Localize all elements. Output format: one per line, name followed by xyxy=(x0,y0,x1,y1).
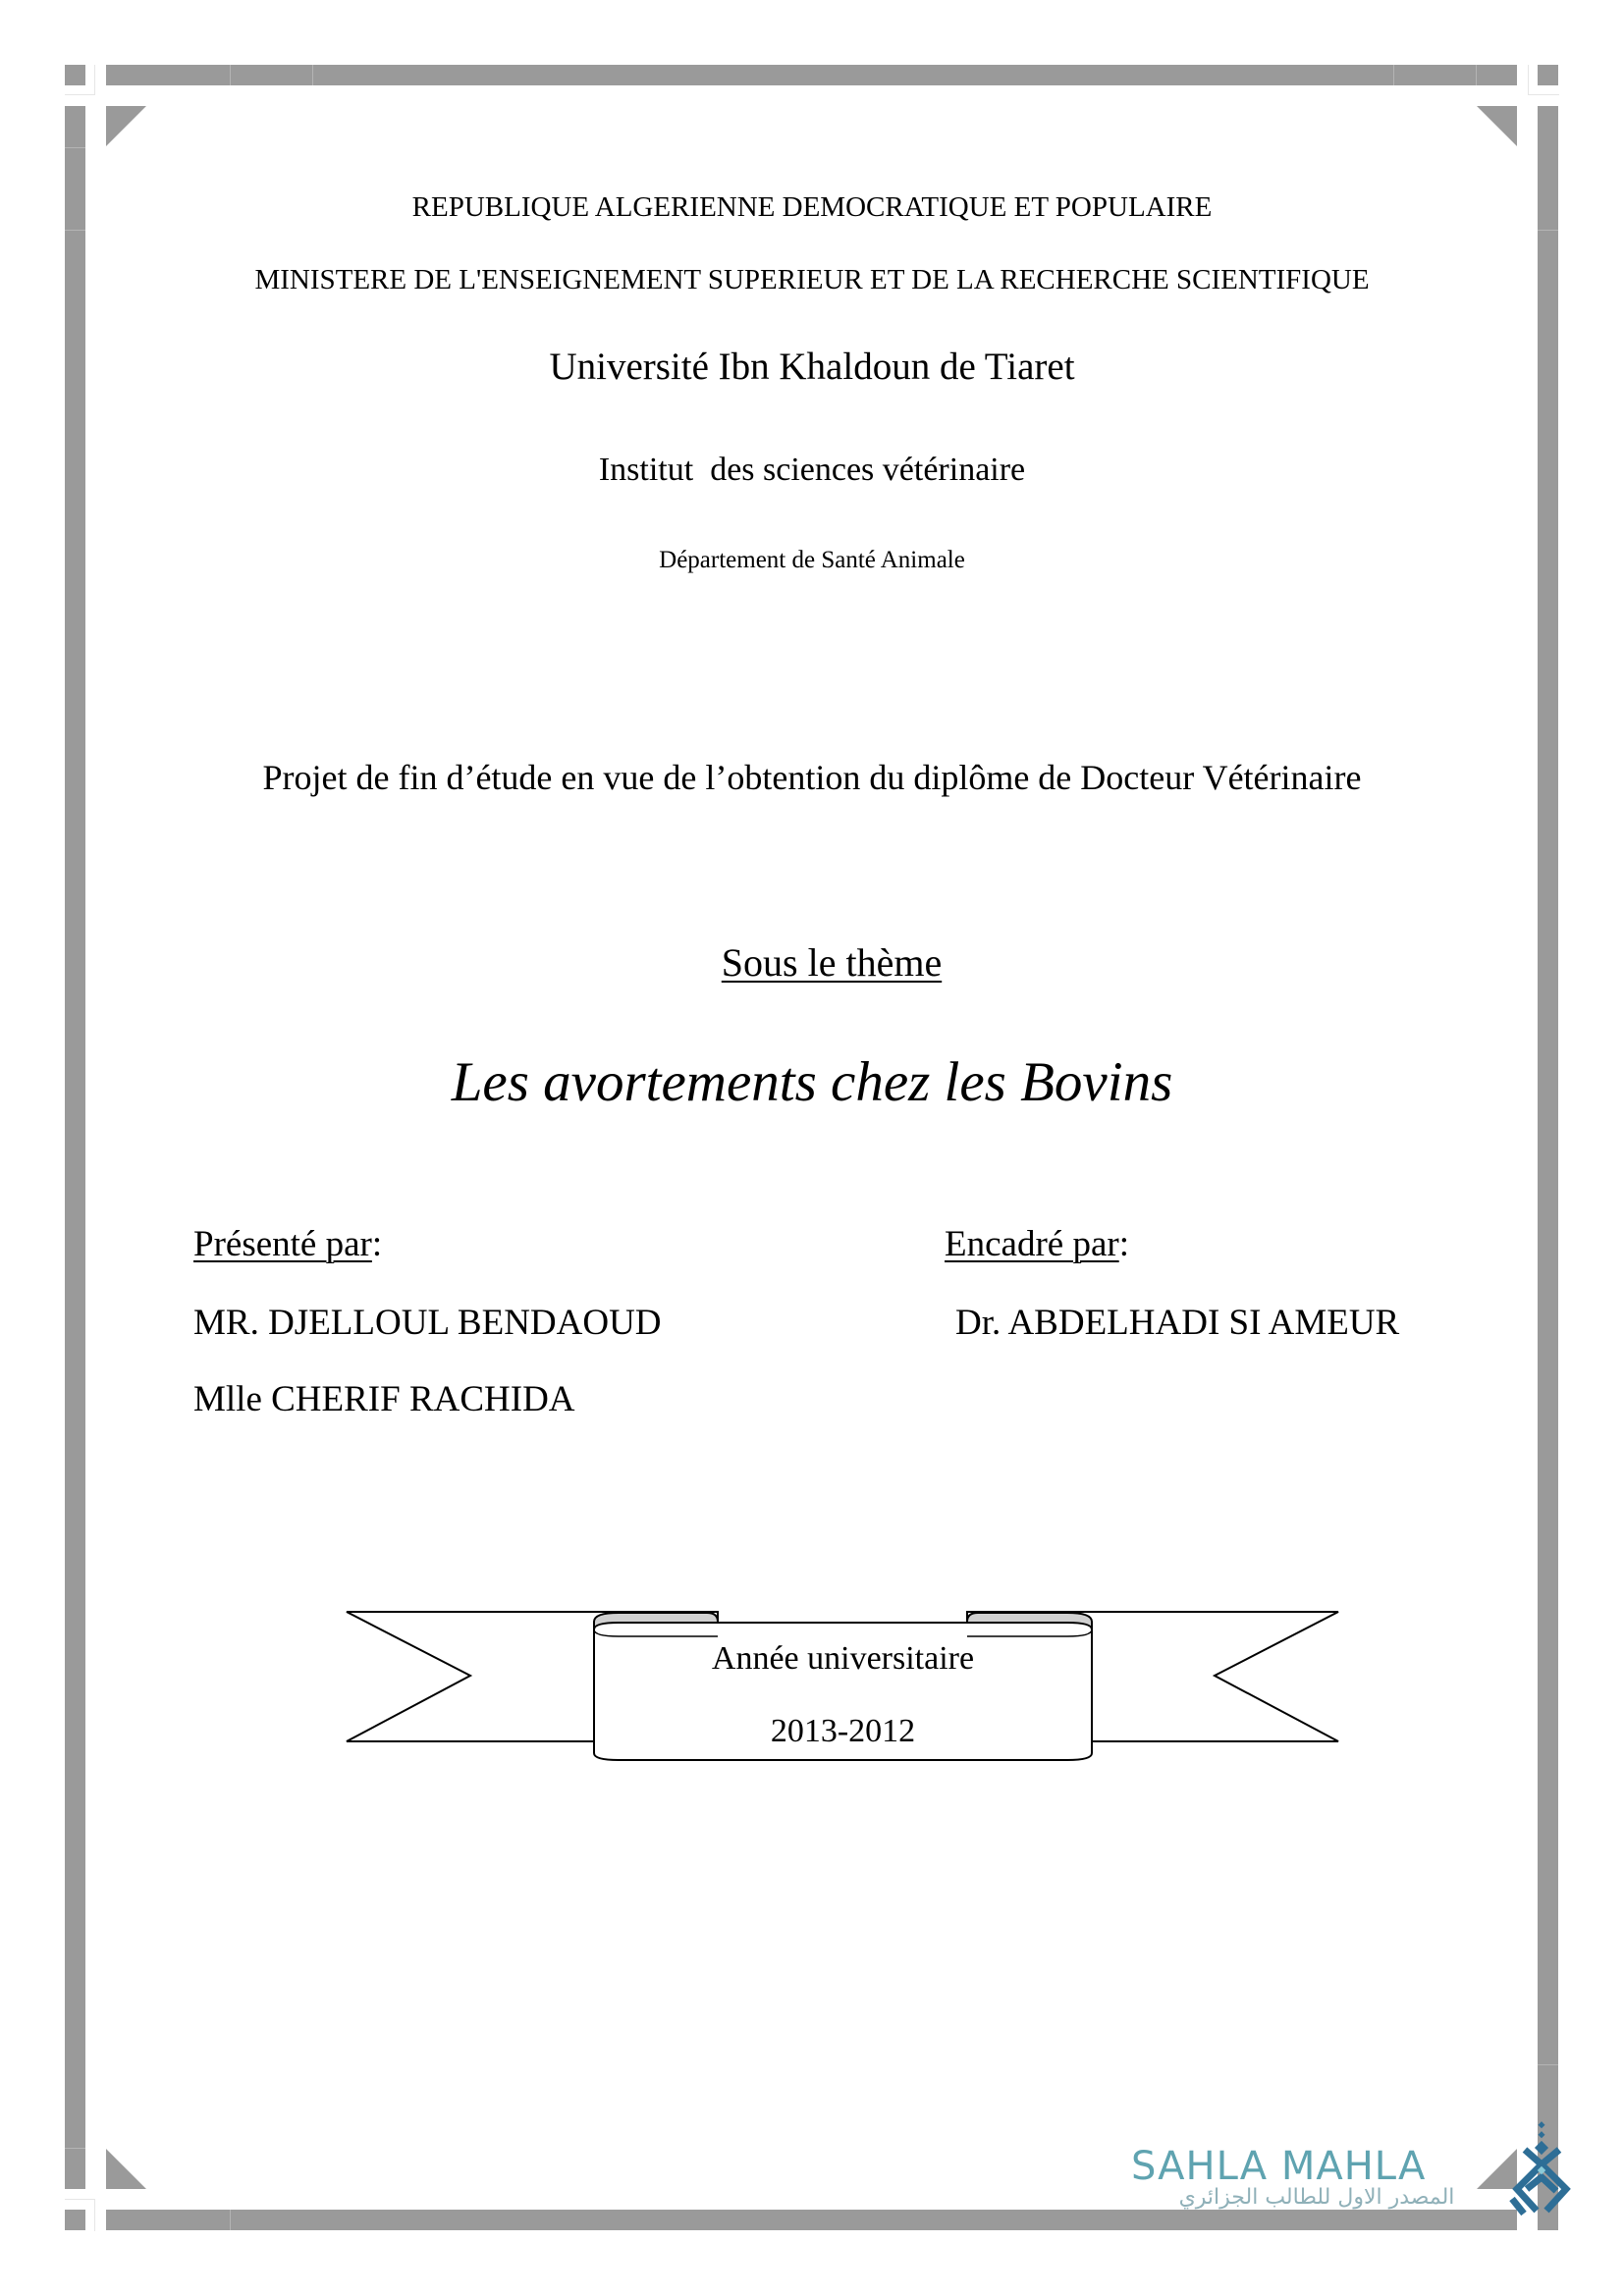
university-name: Université Ibn Khaldoun de Tiaret xyxy=(549,346,1075,388)
authors-label-colon: : xyxy=(371,1224,383,1264)
watermark-brand: SAHLA MAHLA xyxy=(1131,2144,1427,2189)
supervisor-name: Dr. ABDELHADI SI AMEUR xyxy=(955,1303,1400,1343)
project-description: Projet de fin d’étude en vue de l’obtention du diplôme de Docteur Vétérinaire xyxy=(262,758,1362,797)
theme-label-text: Sous le thème xyxy=(721,940,943,985)
author-name: MR. DJELLOUL BENDAOUD xyxy=(193,1303,662,1343)
department-name: Département de Santé Animale xyxy=(659,547,965,573)
republic-heading: REPUBLIQUE ALGERIENNE DEMOCRATIQUE ET POPULAIRE xyxy=(411,191,1213,223)
ministry-heading: MINISTERE DE L'ENSEIGNEMENT SUPERIEUR ET DE LA RECHERCHE SCIENTIFIQUE xyxy=(254,264,1370,295)
institute-name: Institut des sciences vétérinaire xyxy=(598,452,1026,488)
watermark-tagline: المصدر الاول للطالب الجزائري xyxy=(1178,2185,1455,2210)
author-name: Mlle CHERIF RACHIDA xyxy=(193,1379,575,1419)
supervisor-label-colon: : xyxy=(1118,1224,1129,1264)
supervisor-label-text: Encadré par xyxy=(945,1224,1119,1264)
academic-year-label: Année universitaire xyxy=(711,1640,975,1677)
authors-label-text: Présenté par xyxy=(193,1224,372,1264)
thesis-title: Les avortements chez les Bovins xyxy=(451,1051,1173,1113)
academic-year-value: 2013-2012 xyxy=(770,1713,916,1749)
